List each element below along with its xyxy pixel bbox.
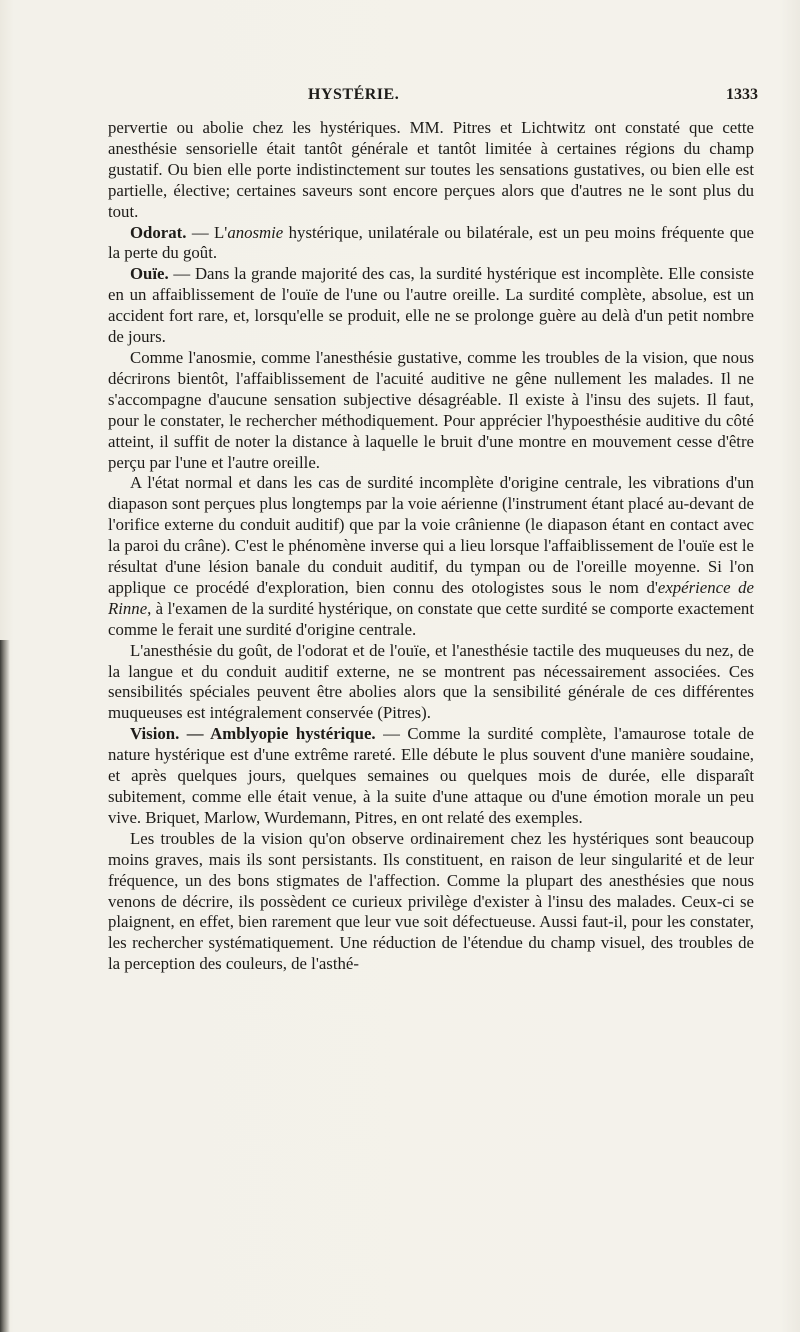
paragraph-text: , à l'examen de la surdité hystérique, on constate que cette surdité se comporte exactement comme le ferait une surdité d'origine centrale. — [108, 598, 754, 639]
running-header — [0, 86, 800, 108]
italic-term: expérience de Rinne — [108, 577, 755, 618]
paragraph-text: hystérique, unilatérale ou bilatérale, est un peu moins fréquente que la perte du goût. — [108, 222, 755, 263]
section-heading-ouie: Ouïe. — [130, 264, 169, 284]
italic-term: anosmie — [227, 222, 284, 242]
section-heading-vision: Vision. — Amblyopie hystérique. — [130, 724, 376, 744]
paragraph-text: Comme l'anosmie, comme l'anesthésie gustative, comme les troubles de la vision, que nous décrirons bientôt, l'affaiblissement de l'acuité auditive ne gêne nullement les malades. Il ne s'accompagne d'aucune sensation subjective désagréable. Il existe à l'insu des sujets. Il faut, pour le constater, le rechercher méthodiquement. Pour apprécier l'hypoesthésie auditive du côté atteint, il suffit de noter la distance à laquelle le bruit d'une montre en mouvement cesse d'être perçu par l'une et l'autre oreille. — [108, 347, 754, 472]
running-title: HYSTÉRIE. — [308, 86, 400, 103]
paragraph-text: pervertie ou abolie chez les hystériques. MM. Pitres et Lichtwitz ont constaté que cette anesthésie sensorielle était tantôt générale et tantôt limitée à certaines régions du champ gustatif. Ou bien elle porte indistinctement sur toutes les sensations gustatives, ou bien elle est partielle, élective; certaines saveurs sont encore perçues alors que d'autres ne le sont plus du tout. — [108, 118, 754, 221]
paragraph-odorat — [108, 223, 754, 265]
paragraph-vision — [108, 724, 754, 829]
paragraph-text: — L' — [186, 222, 228, 242]
paragraph-text: Les troubles de la vision qu'on observe ordinairement chez les hystériques sont beaucoup moins graves, mais ils sont persistants. Ils constituent, en raison de leur singularité et de leur fréquence, un des bons stigmates de l'affection. Comme la plupart des anesthésies que nous venons de décrire, ils possèdent ce curieux privilège d'exister à l'insu des malades. Ceux-ci se plaignent, en effet, bien rarement que leur vue soit défectueuse. Aussi faut-il, pour les constater, les rechercher systématiquement. Une réduction de l'étendue du champ visuel, des troubles de la perception des couleurs, de l'asthé- — [108, 828, 754, 974]
paragraph-text: — Comme la surdité complète, l'amaurose totale de nature hystérique est d'une extrême rareté. Elle débute le plus souvent d'une manière soudaine, et après quelques jours, quelques semaines ou quelques mois de durée, elle disparaît subitement, comme elle était venue, à la suite d'une attaque ou d'une émotion morale un peu vive. Briquet, Marlow, Wurdemann, Pitres, en ont relaté des exemples. — [108, 724, 754, 827]
binding-shadow — [0, 640, 10, 1332]
paragraph-text: — Dans la grande majorité des cas, la surdité hystérique est incomplète. Elle consiste en un affaiblissement de l'ouïe de l'une ou l'autre oreille. La surdité complète, absolue, est un accident fort rare, et, lorsqu'elle se produit, elle ne se prolonge guère au delà d'un petit nombre de jours. — [108, 264, 754, 347]
page-number: 1333 — [726, 86, 758, 103]
paragraph — [108, 118, 754, 223]
paragraph — [108, 473, 754, 640]
paragraph-text: L'anesthésie du goût, de l'odorat et de l'ouïe, et l'anesthésie tactile des muqueuses du nez, de la langue et du conduit auditif externe, ne se montrent pas nécessairement associées. Ces sensibilités spéciales peuvent être abolies alors que la sensibilité générale de ces différentes muqueuses est intégralement conservée (Pitres). — [108, 640, 754, 723]
paragraph — [108, 641, 754, 725]
body-text — [108, 118, 754, 975]
paragraph — [108, 829, 754, 975]
paragraph-ouie — [108, 264, 754, 348]
paragraph — [108, 348, 754, 473]
section-heading-odorat: Odorat. — [130, 222, 187, 242]
paragraph-text: A l'état normal et dans les cas de surdité incomplète d'origine centrale, les vibrations d'un diapason sont perçues plus longtemps par la voie aérienne (l'instrument étant placé au-devant de l'orifice externe du conduit auditif) que par la voie crânienne (le diapason étant en contact avec la paroi du crâne). C'est le phénomène inverse qui a lieu lorsque l'affaiblissement de l'ouïe est le résultat d'une lésion banale du conduit auditif, du tympan ou de l'oreille moyenne. Si l'on applique ce procédé d'exploration, bien connu des otologistes sous le nom d' — [108, 473, 754, 597]
